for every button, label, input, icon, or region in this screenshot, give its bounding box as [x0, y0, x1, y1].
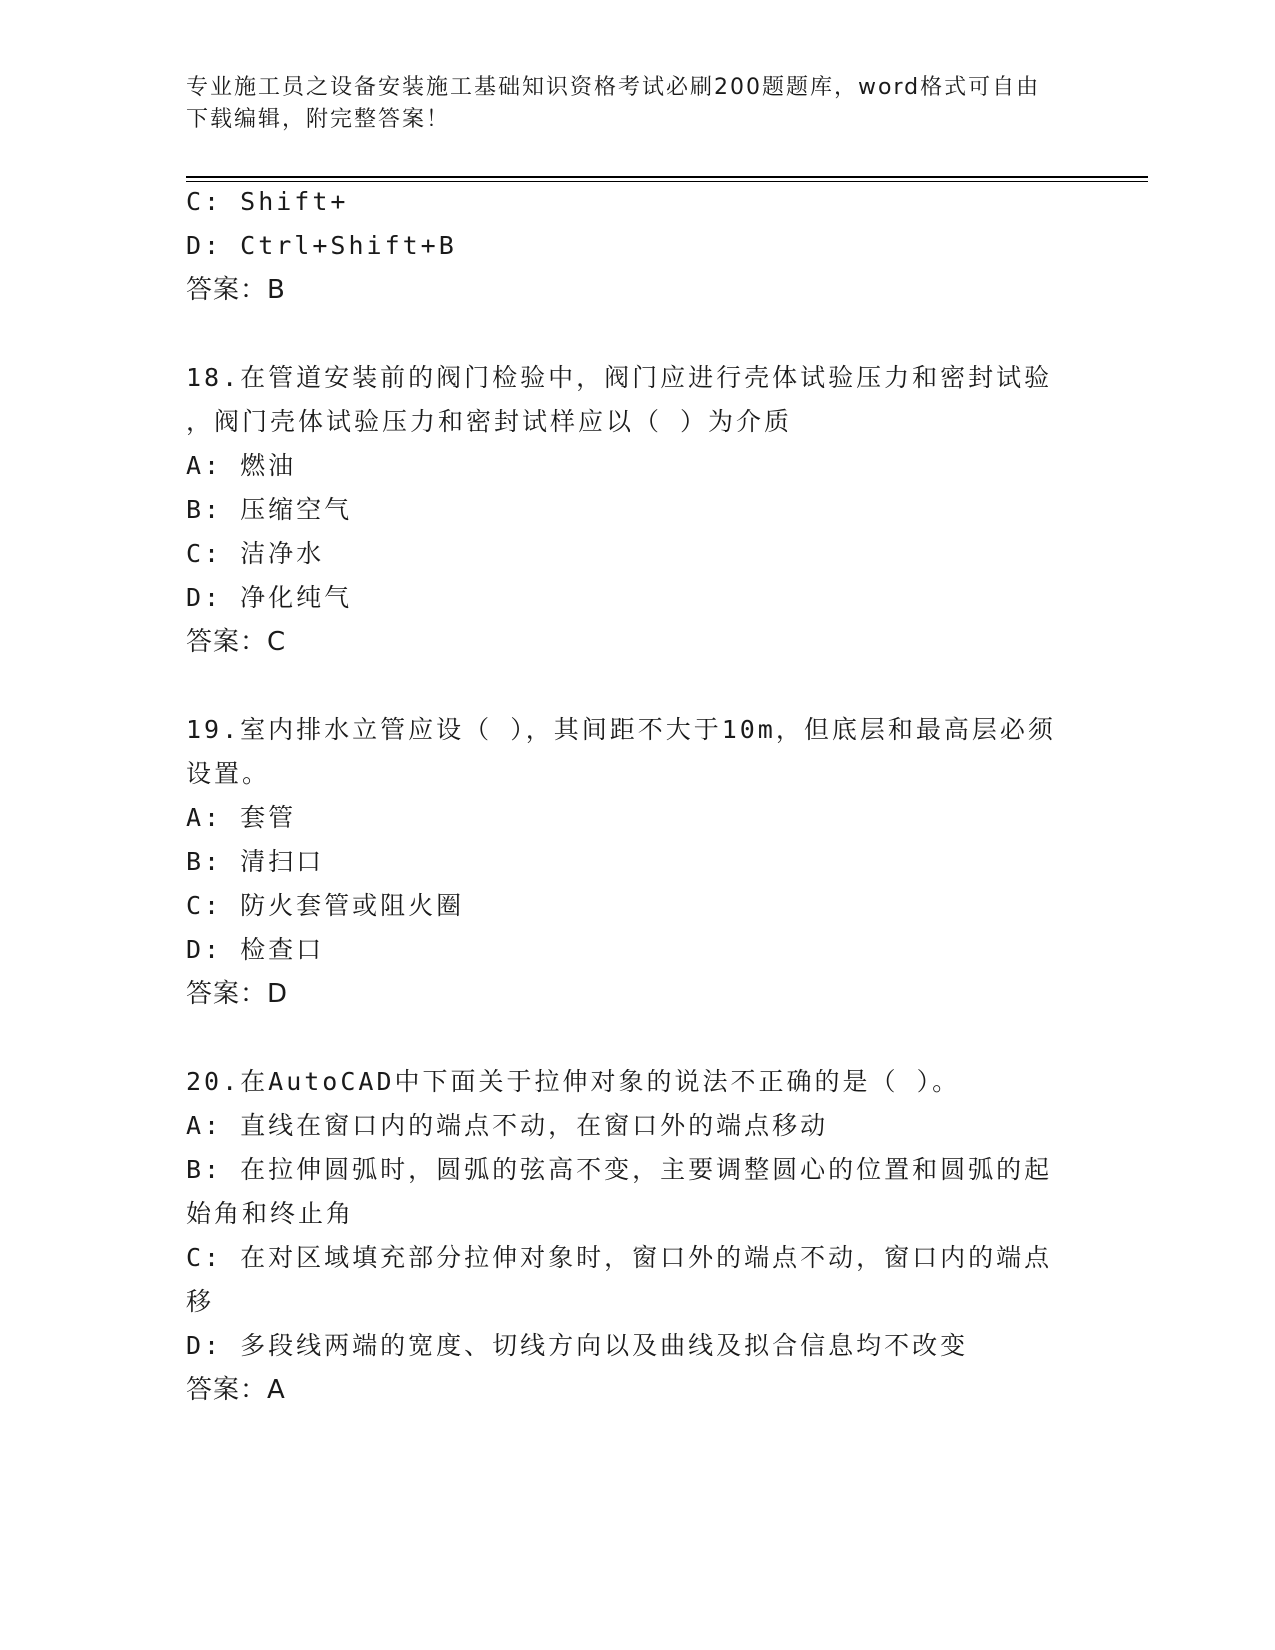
q19-option-d: D: 检查口 [186, 935, 325, 964]
q20-stem-line1: 20.在AutoCAD中下面关于拉伸对象的说法不正确的是（ ）。 [186, 1067, 961, 1096]
q19-option-b: B: 清扫口 [186, 847, 325, 876]
q19-answer: 答案：D [186, 979, 289, 1009]
q18-stem-line1: 18.在管道安装前的阀门检验中，阀门应进行壳体试验压力和密封试验 [186, 363, 1053, 392]
q20-option-d: D: 多段线两端的宽度、切线方向以及曲线及拟合信息均不改变 [186, 1331, 969, 1360]
header-divider-thin [186, 181, 1148, 182]
q18-option-a: A: 燃油 [186, 451, 297, 480]
q20-option-c-line2: 移 [186, 1287, 215, 1316]
q20-option-b-line2: 始角和终止角 [186, 1199, 355, 1228]
q17-answer: 答案：B [186, 275, 286, 305]
q18-answer: 答案：C [186, 627, 287, 657]
q18-stem-line2: ，阀门壳体试验压力和密封试样应以（ ）为介质 [186, 407, 793, 436]
header-divider-thick [186, 176, 1148, 178]
q17-option-c: C: Shift+ [186, 187, 349, 216]
q19-option-a: A: 套管 [186, 803, 297, 832]
document-header [186, 72, 1086, 136]
q20-option-a: A: 直线在窗口内的端点不动，在窗口外的端点移动 [186, 1111, 829, 1140]
q19-stem-line1: 19.室内排水立管应设（ ），其间距不大于10m，但底层和最高层必须 [186, 715, 1056, 744]
q20-answer: 答案：A [186, 1375, 286, 1405]
header-title-line1: 专业施工员之设备安装施工基础知识资格考试必刷200题题库，word格式可自由 [186, 75, 1041, 100]
q17-option-d: D: Ctrl+Shift+B [186, 231, 457, 260]
q20-option-b-line1: B: 在拉伸圆弧时，圆弧的弦高不变，主要调整圆心的位置和圆弧的起 [186, 1155, 1053, 1184]
q20-option-c-line1: C: 在对区域填充部分拉伸对象时，窗口外的端点不动，窗口内的端点 [186, 1243, 1053, 1272]
header-title-line2: 下载编辑，附完整答案！ [186, 107, 451, 132]
q18-option-c: C: 洁净水 [186, 539, 325, 568]
q18-option-b: B: 压缩空气 [186, 495, 353, 524]
q19-option-c: C: 防火套管或阻火圈 [186, 891, 465, 920]
q19-stem-line2: 设置。 [186, 759, 271, 788]
q18-option-d: D: 净化纯气 [186, 583, 353, 612]
